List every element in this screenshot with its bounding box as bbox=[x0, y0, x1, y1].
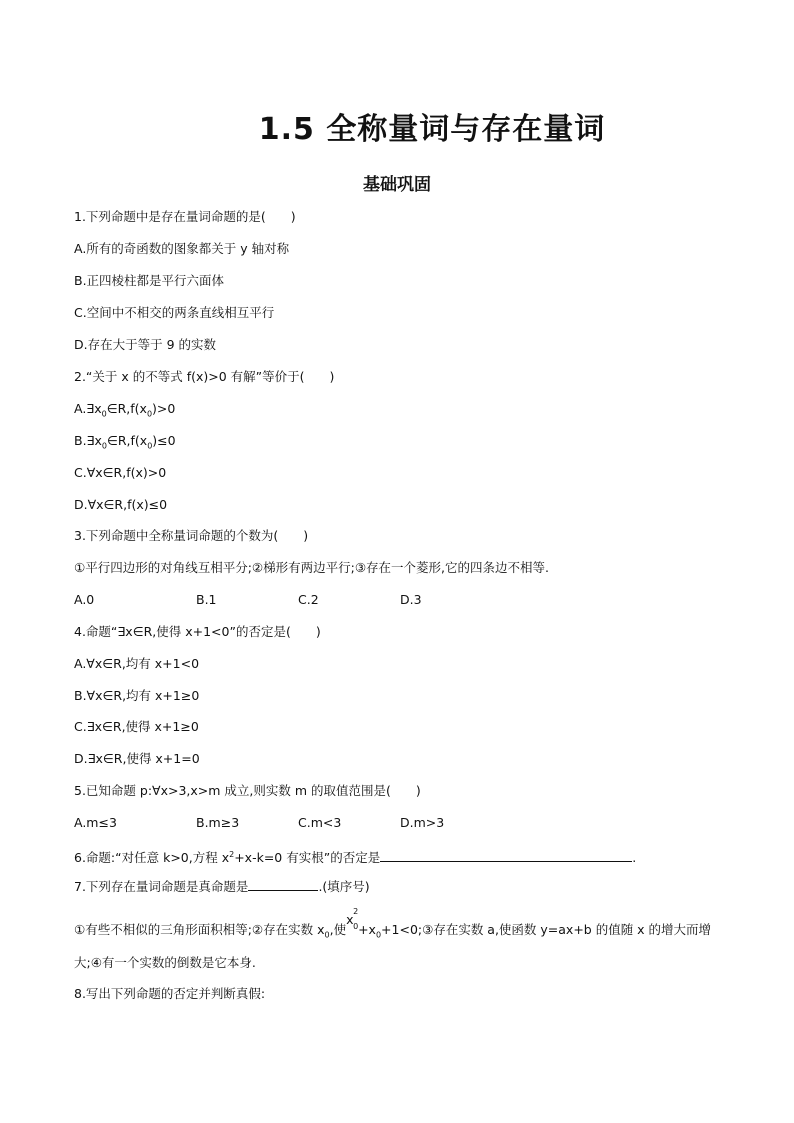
q4-option-a: A.∀x∈R,均有 x+1<0 bbox=[74, 656, 200, 671]
q7-stem: 7.下列存在量词命题是真命题是 .(填序号) bbox=[74, 879, 370, 894]
q3-option-a: A.0 bbox=[74, 592, 95, 607]
q7-body: ①有些不相似的三角形面积相等;②存在实数 $x_0$,使 x 2 0 $+x_0+1<0;③$存在实数 a,使函数 y=ax+b 的值随 x 的增大而增大;④有一个实数的倒数是它本身. bbox=[74, 907, 712, 970]
q2-option-c: C.∀x∈R,f(x)>0 bbox=[74, 465, 167, 480]
q4-option-b: B.∀x∈R,均有 x+1≥0 bbox=[74, 688, 200, 703]
q2-stem: 2.“关于 x 的不等式 f(x)>0 有解”等价于( ) bbox=[74, 369, 335, 384]
q2-option-b: $B.\exists x_0\in R,f(x_0)\le 0$ bbox=[74, 433, 176, 451]
q1-stem: 1.下列命题中是存在量词命题的是( ) bbox=[74, 209, 296, 224]
q7-x0-squared: x 2 0 bbox=[346, 907, 359, 931]
q3-body: ①平行四边形的对角线互相平分;②梯形有两边平行;③存在一个菱形,它的四条边不相等. bbox=[74, 560, 549, 575]
q1-option-c: C.空间中不相交的两条直线相互平行 bbox=[74, 305, 275, 320]
q4-option-d: D.∃x∈R,使得 x+1=0 bbox=[74, 751, 200, 766]
q3-stem: 3.下列命题中全称量词命题的个数为( ) bbox=[74, 528, 309, 543]
q6-stem: 6.命题:“对任意 k>0,方程 $x^2+x-k=0$ 有实根”的否定是 . bbox=[74, 850, 637, 866]
q8-stem: 8.写出下列命题的否定并判断真假: bbox=[74, 986, 266, 1001]
q5-option-b: B.m≥3 bbox=[196, 815, 240, 830]
q5-option-c: C.m<3 bbox=[298, 815, 342, 830]
q7-answer-blank bbox=[248, 877, 318, 891]
q2-option-d: D.∀x∈R,f(x)≤0 bbox=[74, 497, 168, 512]
q1-option-d: D.存在大于等于 9 的实数 bbox=[74, 337, 216, 352]
q3-option-d: D.3 bbox=[400, 592, 422, 607]
page-title: 1.5 全称量词与存在量词 bbox=[258, 112, 606, 147]
q1-option-a: A.所有的奇函数的图象都关于 y 轴对称 bbox=[74, 241, 290, 256]
q5-option-a: A.m≤3 bbox=[74, 815, 117, 830]
q6-answer-blank bbox=[380, 848, 632, 862]
q3-option-b: B.1 bbox=[196, 592, 217, 607]
q2-option-a: $A.\exists x_0\in R,f(x_0)>0$ bbox=[74, 401, 176, 419]
q4-option-c: C.∃x∈R,使得 x+1≥0 bbox=[74, 719, 199, 734]
q4-stem: 4.命题“∃x∈R,使得 x+1<0”的否定是( ) bbox=[74, 624, 321, 639]
section-heading: 基础巩固 bbox=[363, 175, 431, 195]
q1-option-b: B.正四棱柱都是平行六面体 bbox=[74, 273, 225, 288]
q5-option-d: D.m>3 bbox=[400, 815, 445, 830]
q3-option-c: C.2 bbox=[298, 592, 319, 607]
q5-stem: 5.已知命题 p:∀x>3,x>m 成立,则实数 m 的取值范围是( ) bbox=[74, 783, 421, 798]
